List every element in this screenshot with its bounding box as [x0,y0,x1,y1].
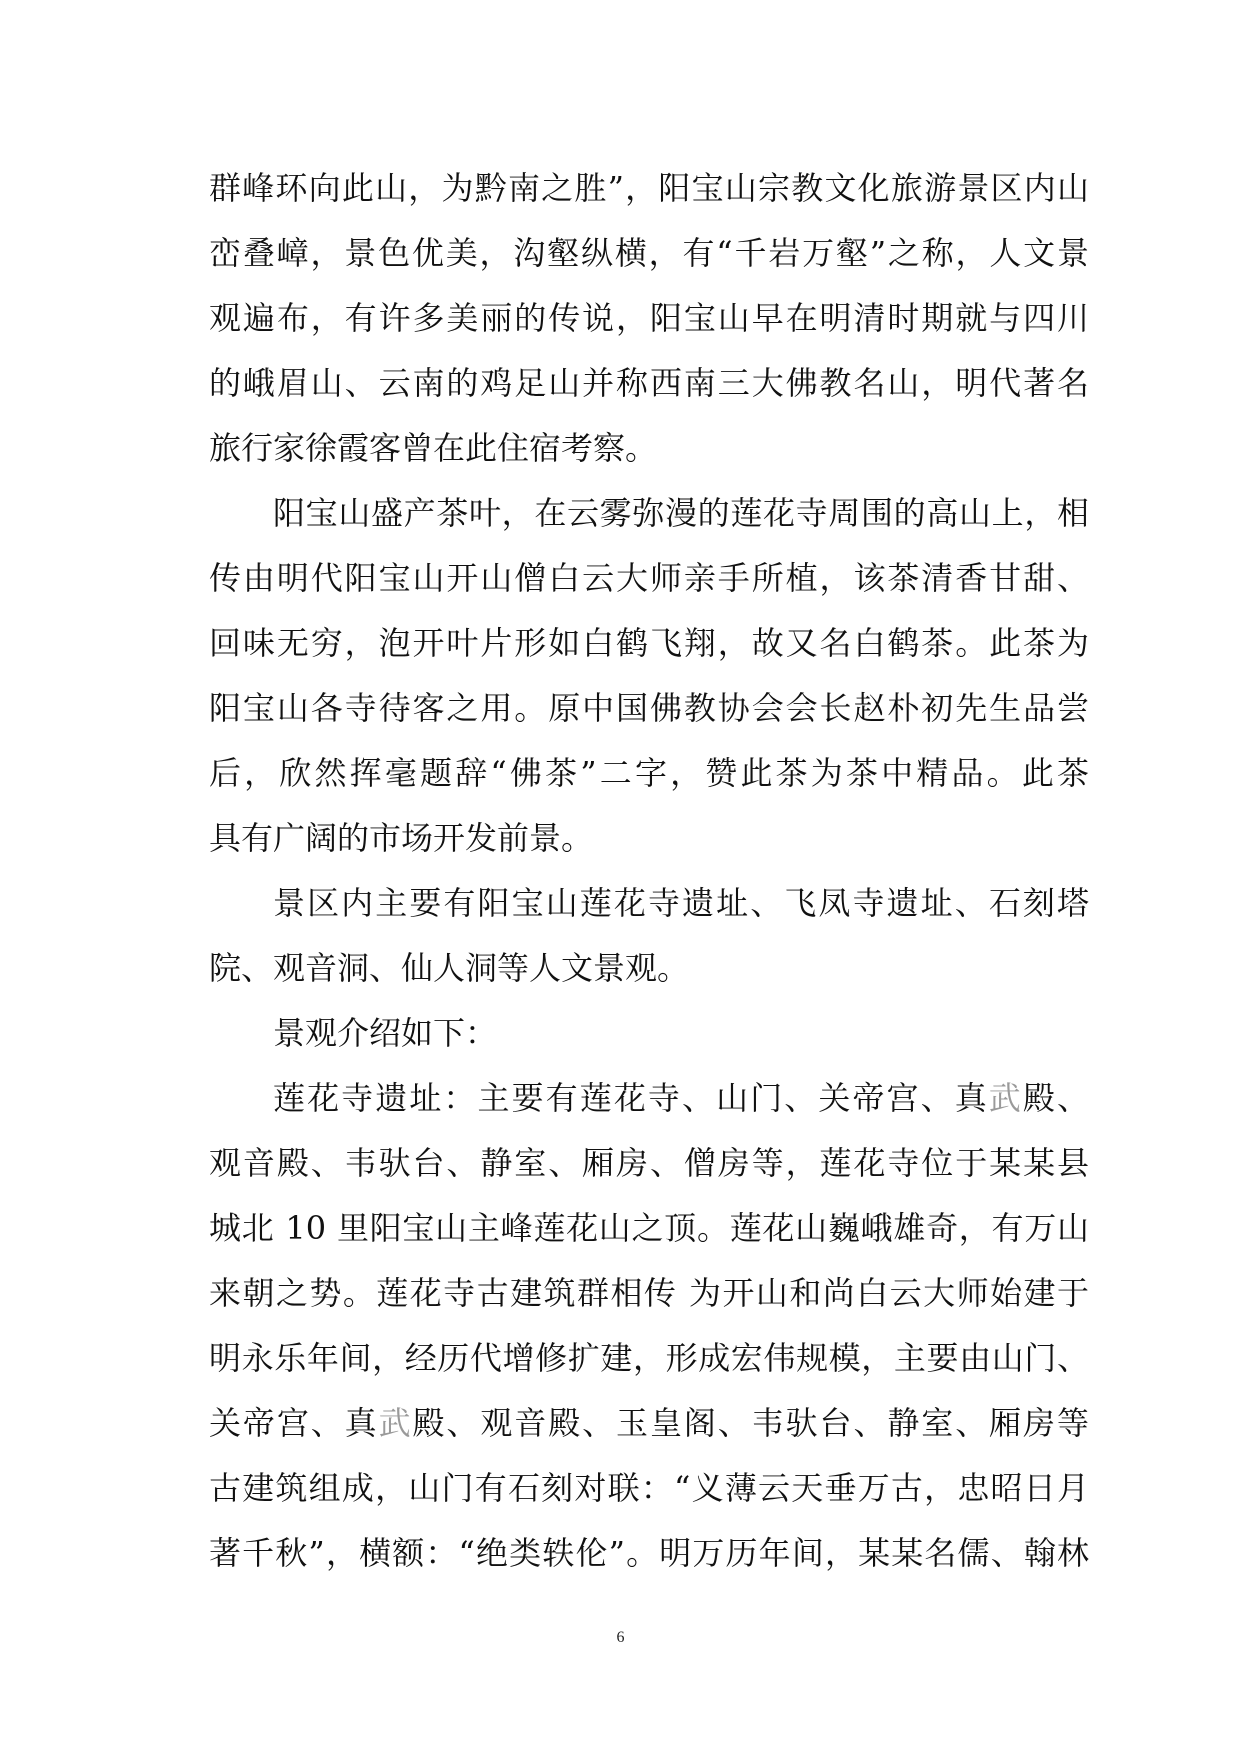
text-segment: 莲花寺遗址：主要有莲花寺、山门、关帝宫、真 [273,1079,989,1117]
text-line: 观遍布，有许多美丽的传说，阳宝山早在明清时期就与四川 [209,299,1089,337]
text-line [209,1391,1089,1456]
text-segment: 关帝宫、真 [209,1404,379,1442]
gray-character: 武 [988,1079,1023,1117]
paragraph-first-line: 景区内主要有阳宝山莲花寺遗址、飞凤寺遗址、石刻塔 [273,884,1089,922]
text-line: 群峰环向此山，为黔南之胜”，阳宝山宗教文化旅游景区内山 [209,169,1089,207]
gray-character: 武 [378,1404,413,1442]
text-line: 明永乐年间，经历代增修扩建，形成宏伟规模，主要由山门、 [209,1339,1089,1377]
text-line: 古建筑组成，山门有石刻对联：“义薄云天垂万古，忠昭日月 [209,1469,1089,1507]
text-line: 回味无穷，泡开叶片形如白鹤飞翔，故又名白鹤茶。此茶为 [209,624,1089,662]
text-line: 具有广阔的市场开发前景。 [209,819,594,857]
text-line: 的峨眉山、云南的鸡足山并称西南三大佛教名山，明代著名 [209,364,1089,402]
text-line: 峦叠嶂，景色优美，沟壑纵横，有“千岩万壑”之称，人文景 [209,234,1089,272]
paragraph-first-line: 阳宝山盛产茶叶，在云雾弥漫的莲花寺周围的高山上，相 [273,494,1089,532]
paragraph-first-line [209,1066,1089,1131]
text-segment: 殿、观音殿、玉皇阁、韦驮台、静室、厢房等 [412,1404,1089,1442]
text-line: 著千秋”，横额：“绝类轶伦”。明万历年间，某某名儒、翰林 [209,1534,1089,1572]
text-line: 城北 10 里阳宝山主峰莲花山之顶。莲花山巍峨雄奇，有万山 [209,1209,1089,1247]
text-line: 院、观音洞、仙人洞等人文景观。 [209,949,690,987]
text-line: 传由明代阳宝山开山僧白云大师亲手所植，该茶清香甘甜、 [209,559,1089,597]
text-line: 旅行家徐霞客曾在此住宿考察。 [209,429,658,467]
text-line: 来朝之势。莲花寺古建筑群相传 为开山和尚白云大师始建于 [209,1274,1089,1312]
text-line: 后，欣然挥毫题辞“佛茶”二字，赞此茶为茶中精品。此茶 [209,754,1089,792]
text-line: 阳宝山各寺待客之用。原中国佛教协会会长赵朴初先生品尝 [209,689,1089,727]
text-line: 观音殿、韦驮台、静室、厢房、僧房等，莲花寺位于某某县 [209,1144,1089,1182]
paragraph-first-line: 景观介绍如下： [273,1014,498,1052]
text-segment: 殿、 [1022,1079,1089,1117]
body-text [209,156,1089,1586]
page-number: 6 [616,1629,625,1646]
